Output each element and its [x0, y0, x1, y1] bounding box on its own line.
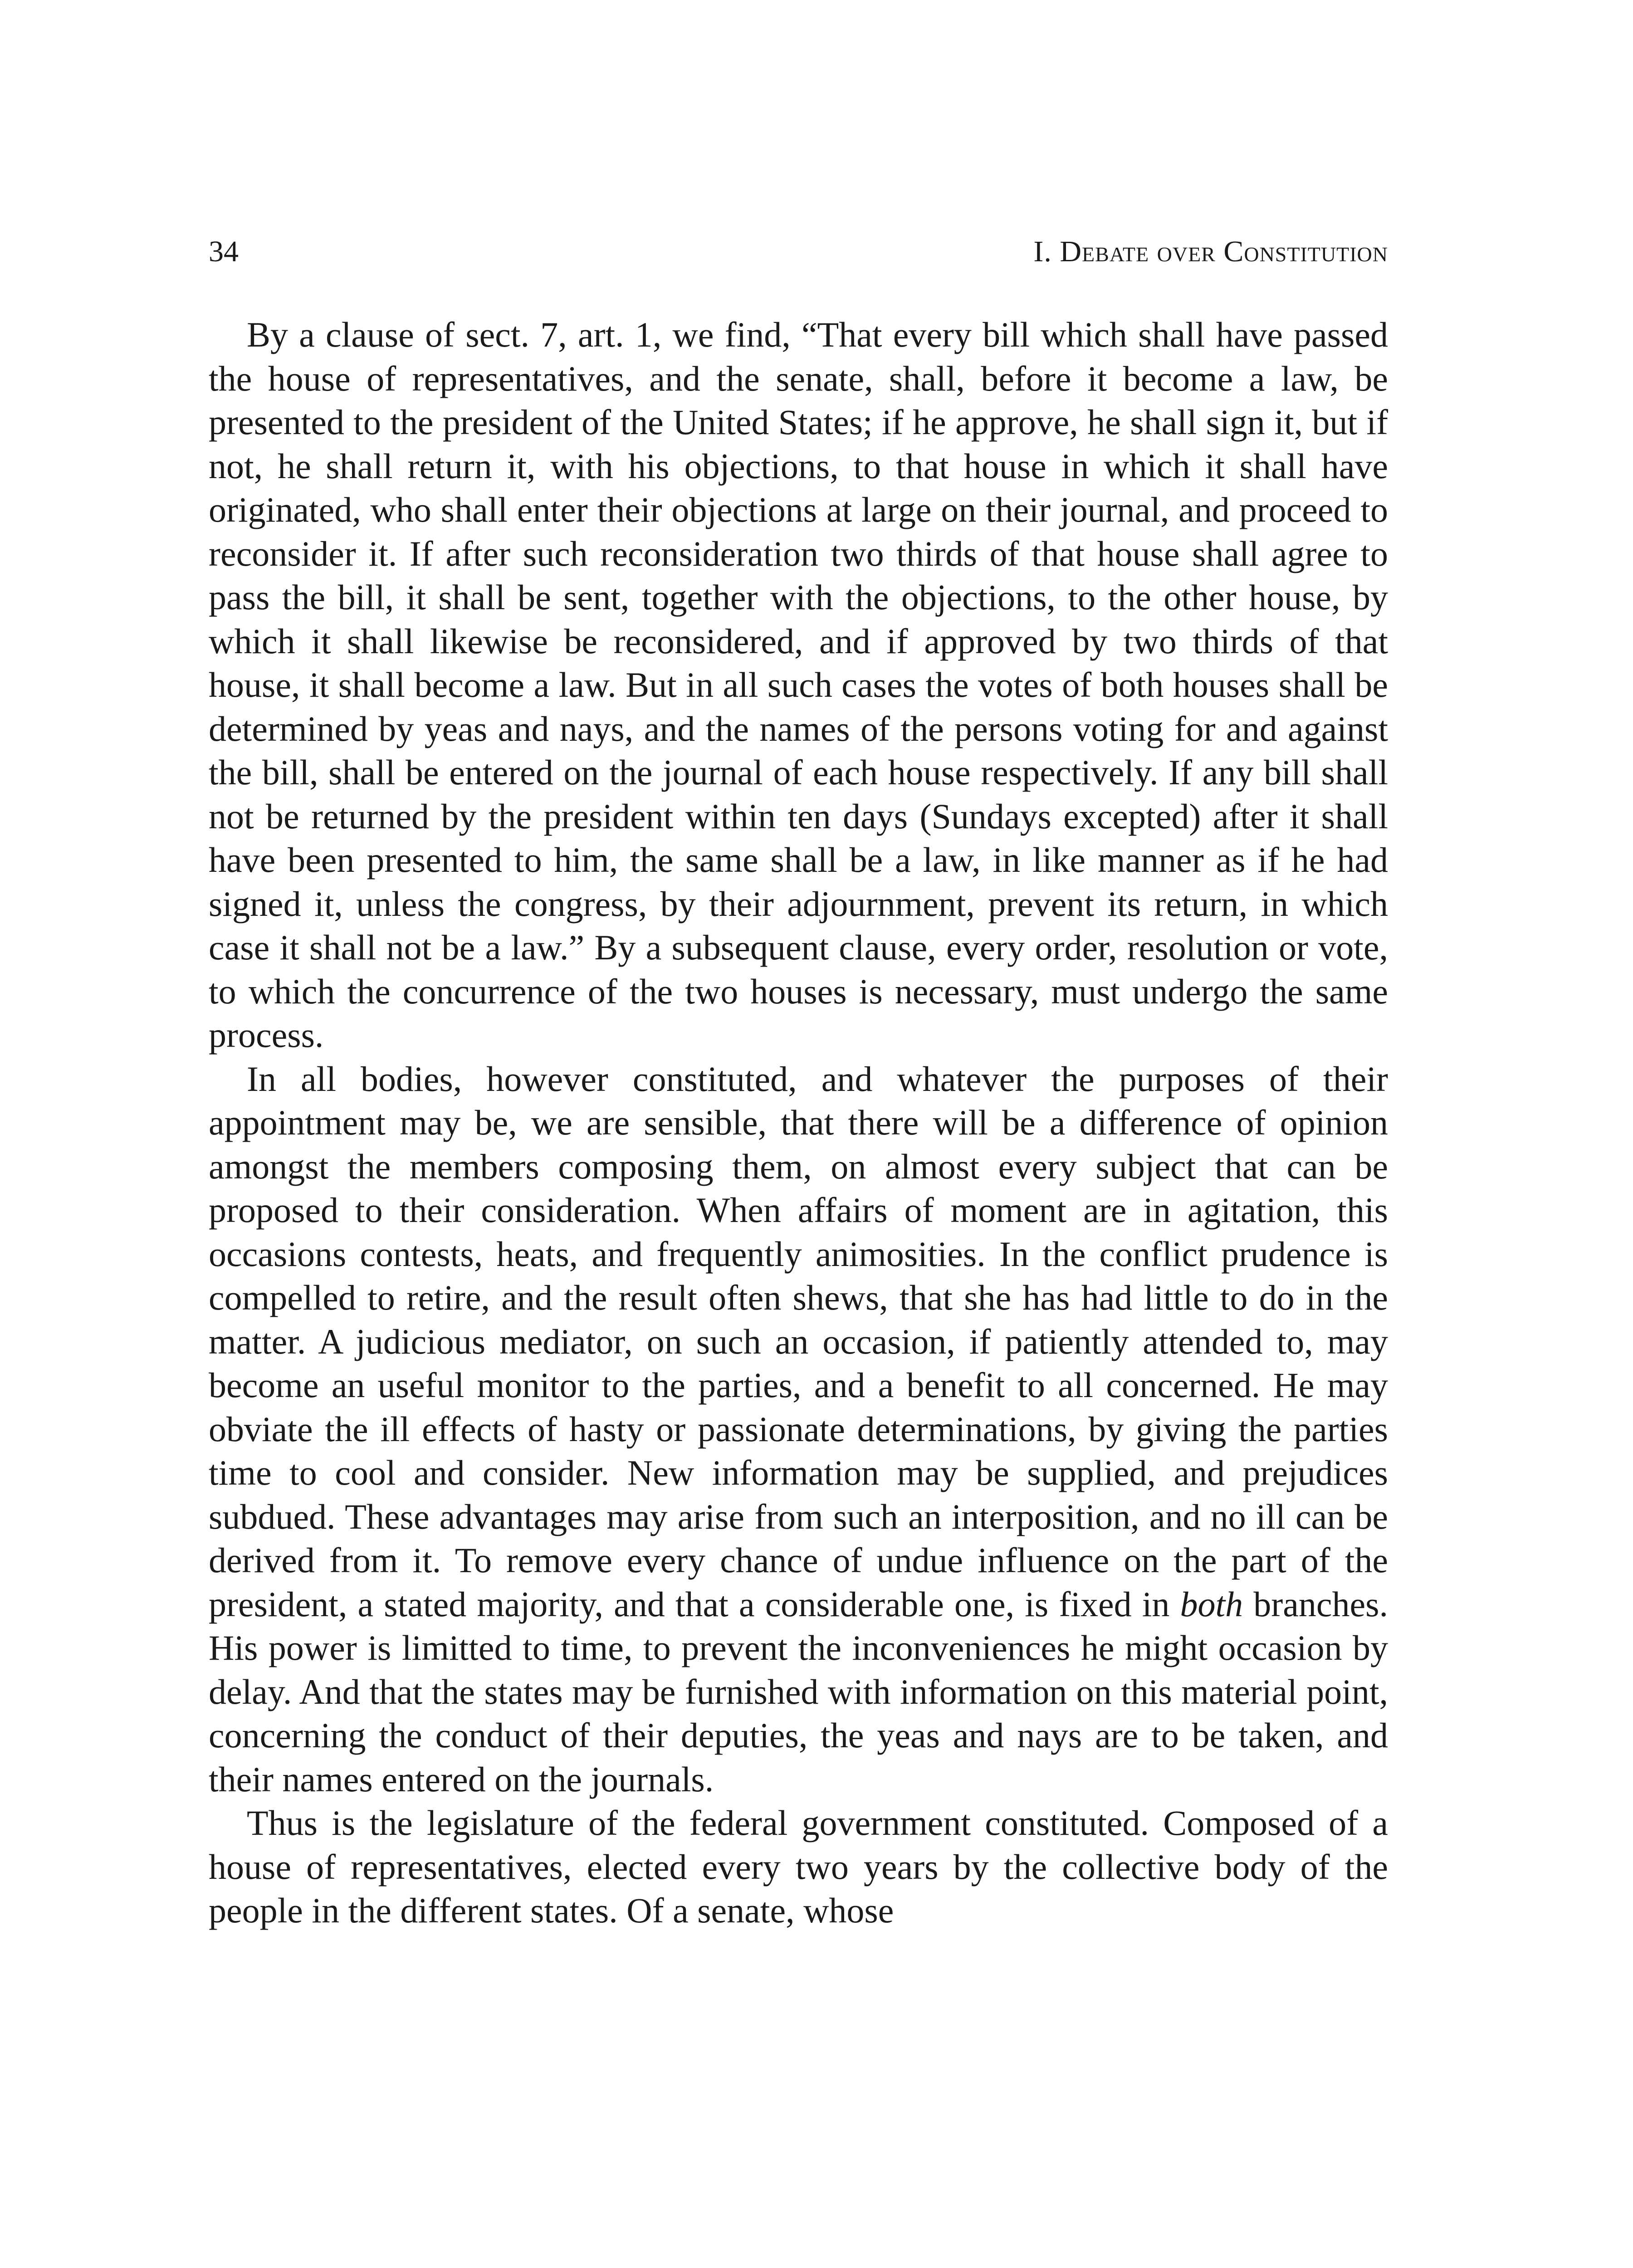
paragraph-1: By a clause of sect. 7, art. 1, we find, “That every bill which shall have passed the house of representatives, and the senate, shall, before it become a law, be presented to the president of the United States; if he approve, he shall sign it, but if not, he shall return it, with his objections, to that house in which it shall have originated, who shall enter their objections at large on their journal, and proceed to reconsider it. If after such reconsideration two thirds of that house shall agree to pass the bill, it shall be sent, together with the objections, to the other house, by which it shall likewise be reconsidered, and if approved by two thirds of that house, it shall become a law. But in all such cases the votes of both houses shall be determined by yeas and nays, and the names of the persons voting for and against the bill, shall be entered on the journal of each house respectively. If any bill shall not be returned by the president within ten days (Sundays excepted) after it shall have been presented to him, the same shall be a law, in like manner as if he had signed it, unless the congress, by their adjournment, prevent its return, in which case it shall not be a law.” By a subsequent clause, every order, resolution or vote, to which the concurrence of the two houses is necessary, must undergo the same process.	[209, 315, 1388, 1055]
body-text	[209, 313, 1388, 1933]
paragraph-2-text-a: In all bodies, however constituted, and whatever the purposes of their appointment may be, we are sensible, that there will be a difference of opinion amongst the members composing them, on almost every subject that can be proposed to their consideration. When affairs of moment are in agitation, this occasions contests, heats, and frequently animosities. In the conflict prudence is compelled to retire, and the result often shews, that she has had little to do in the matter. A judicious mediator, on such an occasion, if patiently attended to, may become an useful monitor to the parties, and a benefit to all concerned. He may obviate the ill effects of hasty or passionate determinations, by giving the parties time to cool and consider. New information may be supplied, and prejudices subdued. These advantages may arise from such an interposition, and no ill can be derived from it. To remove every chance of undue influence on the part of the president, a stated majority, and that a considerable one, is fixed in	[209, 1059, 1388, 1624]
paragraph-2	[209, 1057, 1388, 1802]
paragraph-3: Thus is the legislature of the federal government constituted. Composed of a house of representatives, elected every two years by the collective body of the people in the different states. Of a senate, whose	[209, 1803, 1388, 1930]
page-number: 34	[209, 235, 239, 268]
paragraph-2-italic-word: both	[1180, 1584, 1243, 1624]
paragraph-2-text-b: branches. His power is limitted to time, to prevent the inconveniences he might occasion by delay. And that the states may be furnished with information on this material point, concerning the conduct of their deputies, the yeas and nays are to be taken, and their names entered on the journals.	[209, 1584, 1388, 1799]
running-title: I. Debate over Constitution	[1033, 235, 1388, 268]
running-head	[209, 229, 1388, 274]
